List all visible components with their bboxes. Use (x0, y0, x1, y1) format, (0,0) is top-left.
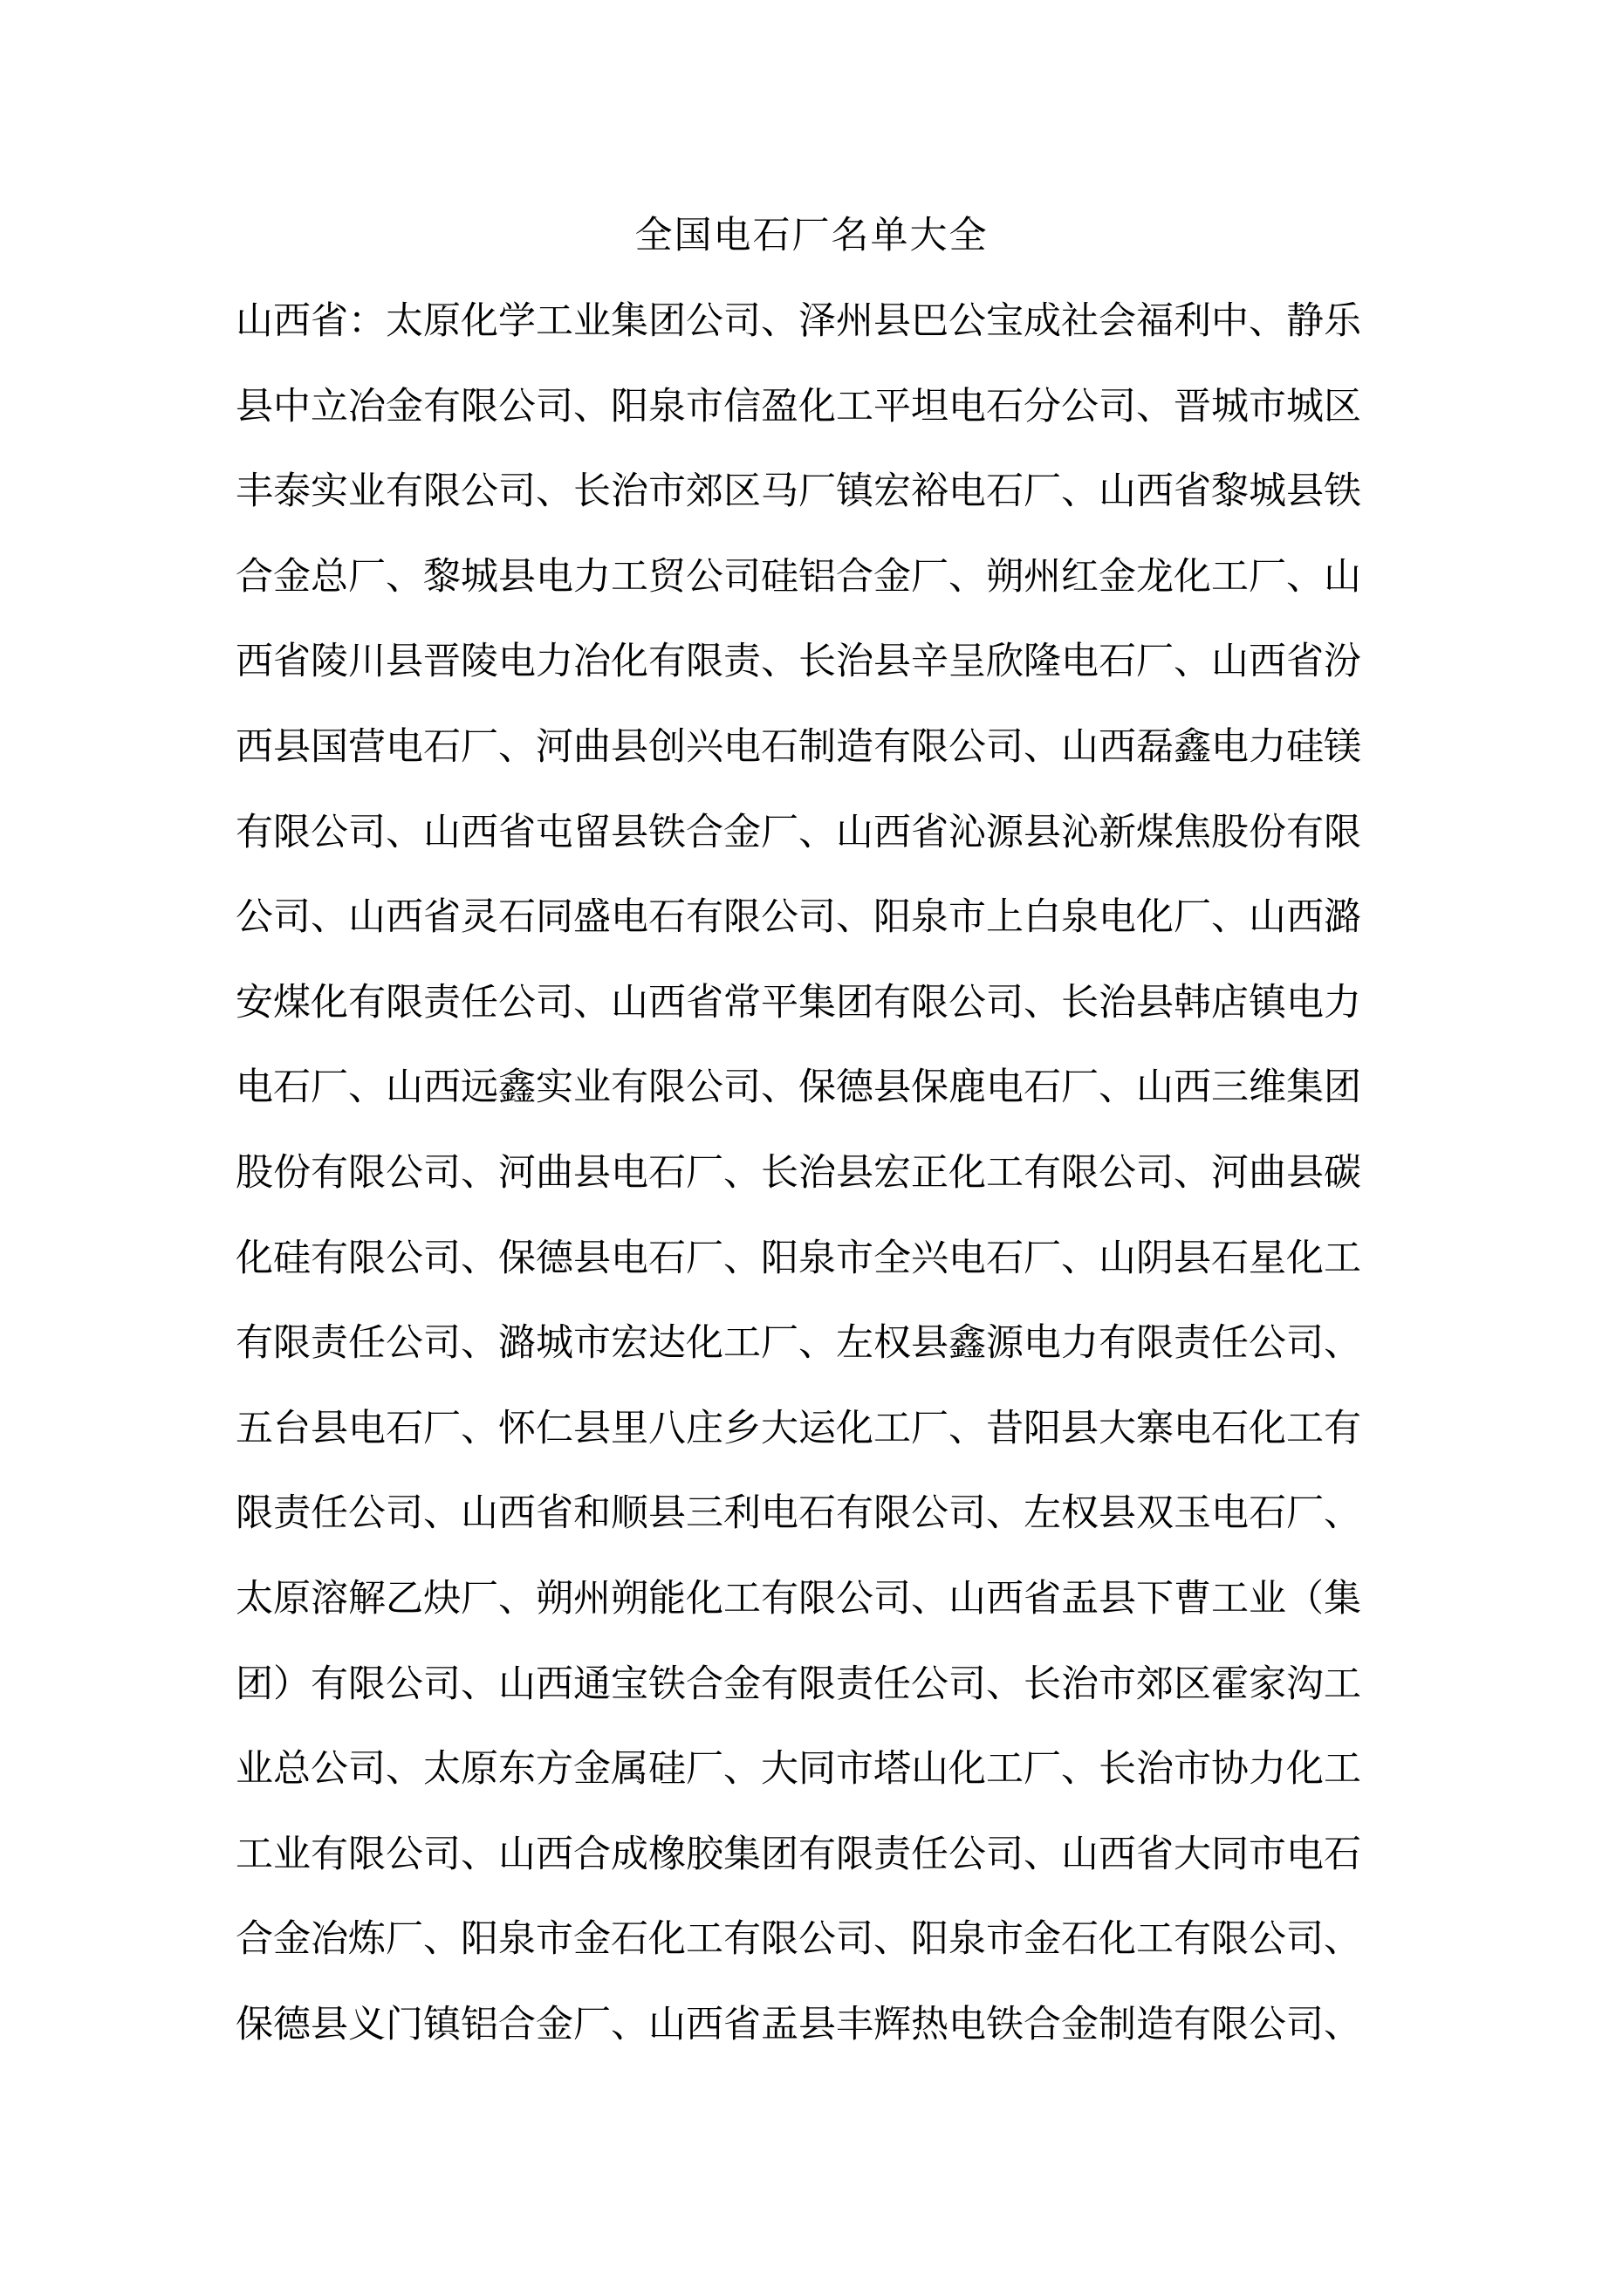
text-line: 公司、山西省灵石同盛电石有限公司、阳泉市上白泉电化厂、山西潞 (236, 897, 1361, 939)
text-line: 五台县电石厂、怀仁县里八庄乡大运化工厂、昔阳县大寨电石化工有 (236, 1408, 1361, 1450)
text-line: 保德县义门镇铝合金厂、山西省盂县丰辉热电铁合金制造有限公司、 (236, 2004, 1361, 2046)
text-line: 团）有限公司、山西通宝铁合金有限责任公司、长治市郊区霍家沟工 (236, 1663, 1361, 1705)
text-line: 太原溶解乙炔厂、朔州朔能化工有限公司、山西省盂县下曹工业（集 (236, 1578, 1361, 1620)
text-line: 西县国营电石厂、河曲县创兴电石制造有限公司、山西磊鑫电力硅镁 (236, 726, 1361, 768)
text-line: 县中立冶金有限公司、阳泉市信盈化工平坦电石分公司、晋城市城区 (236, 386, 1361, 428)
document-title: 全国电石厂名单大全 (634, 216, 989, 257)
text-line: 业总公司、太原东方金属硅厂、大同市塔山化工厂、长治市协力化工 (236, 1749, 1361, 1791)
text-line: 合金冶炼厂、阳泉市金石化工有限公司、阳泉市金石化工有限公司、 (236, 1919, 1361, 1961)
text-line: 电石厂、山西远鑫实业有限公司、保德县保鹿电石厂、山西三维集团 (236, 1067, 1361, 1109)
text-line: 合金总厂、黎城县电力工贸公司硅铝合金厂、朔州红金龙化工厂、山 (236, 556, 1361, 598)
text-line: 西省陵川县晋陵电力冶化有限责、长治县辛呈欣隆电石厂、山西省汾 (236, 641, 1361, 683)
text-line: 股份有限公司、河曲县电石厂、长治县宏正化工有限公司、河曲县碳 (236, 1152, 1361, 1194)
text-line: 有限公司、山西省屯留县铁合金厂、山西省沁源县沁新煤焦股份有限 (236, 812, 1361, 853)
text-line: 化硅有限公司、保德县电石厂、阳泉市全兴电石厂、山阴县石星化工 (236, 1237, 1361, 1279)
text-line: 安煤化有限责任公司、山西省常平集团有限公司、长治县韩店镇电力 (236, 982, 1361, 1024)
text-line: 有限责任公司、潞城市宏达化工厂、左权县鑫源电力有限责任公司、 (236, 1323, 1361, 1365)
document-body (0, 279, 1623, 2067)
text-line: 工业有限公司、山西合成橡胶集团有限责任公司、山西省大同市电石 (236, 1833, 1361, 1875)
text-line: 山西省：太原化学工业集团公司、泽州县巴公宝成社会福利中、静乐 (236, 301, 1361, 342)
text-line: 丰泰实业有限公司、长治市郊区马厂镇宏裕电石厂、山西省黎城县铁 (236, 471, 1361, 513)
text-line: 限责任公司、山西省和顺县三利电石有限公司、左权县双玉电石厂、 (236, 1493, 1361, 1535)
